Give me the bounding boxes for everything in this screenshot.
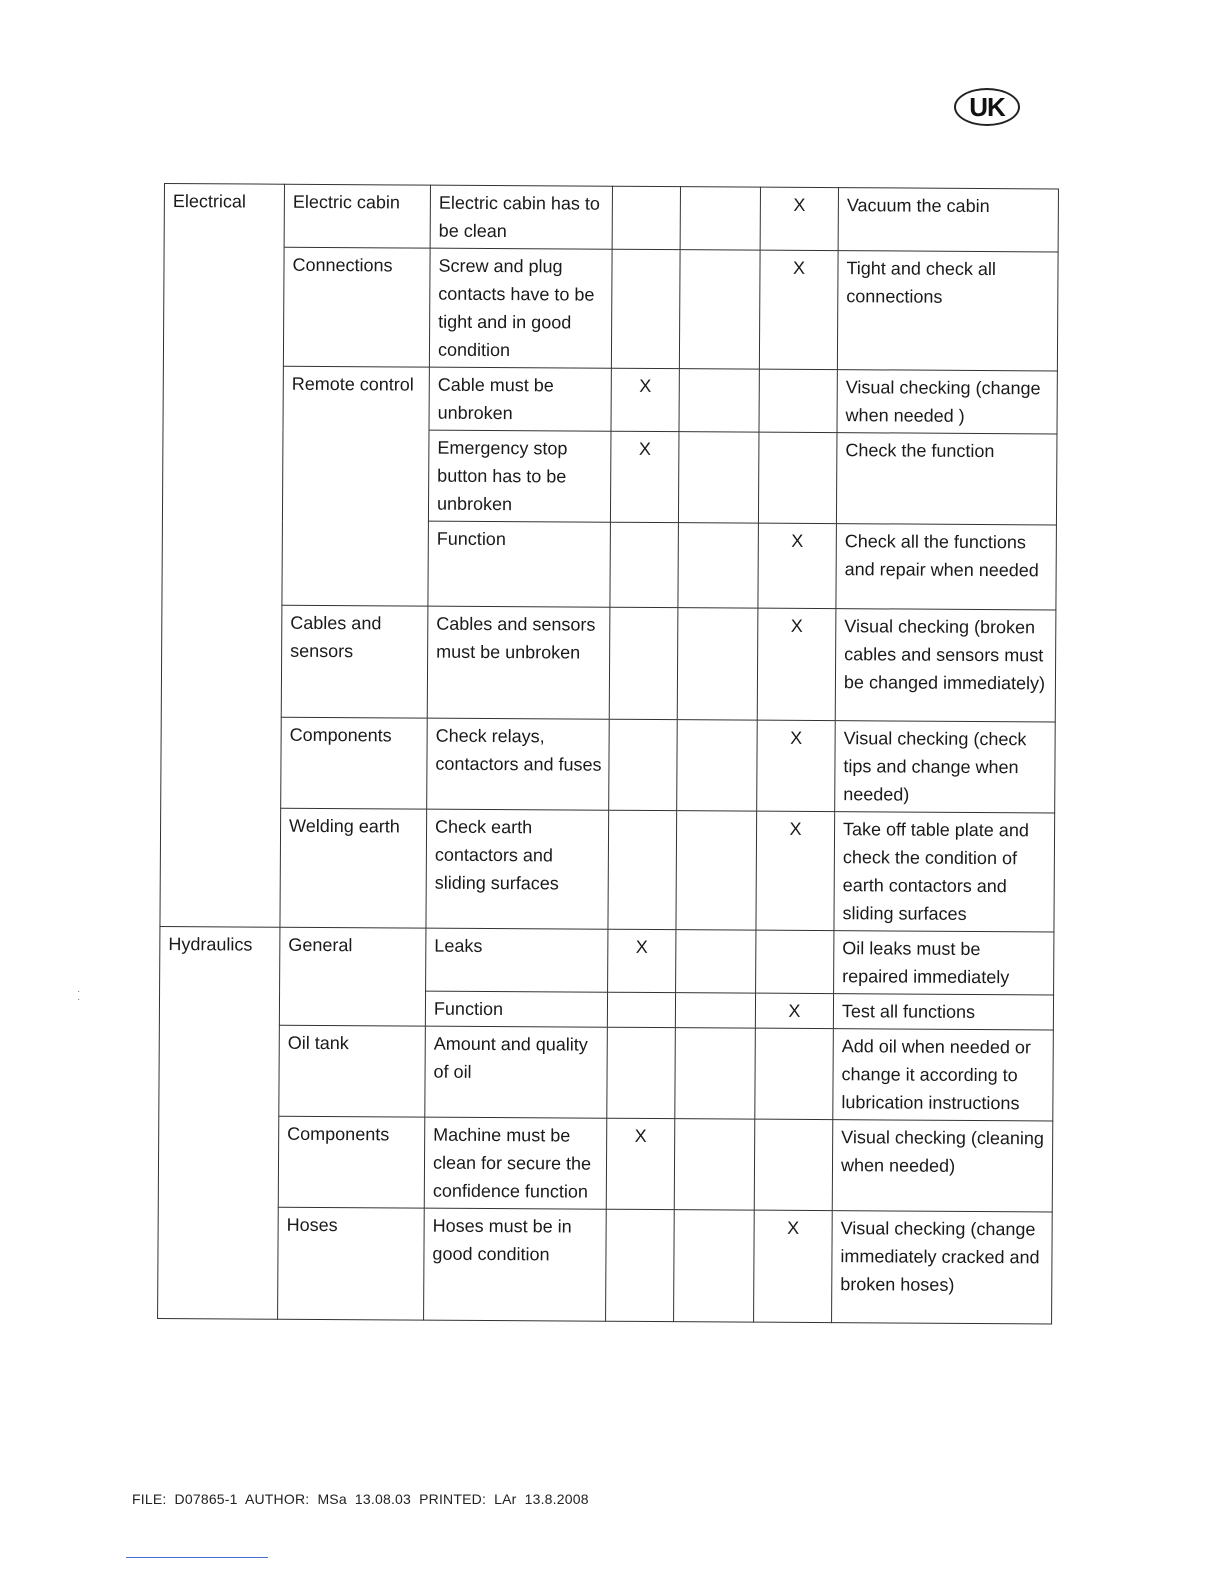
interval-mark-2 [679, 369, 759, 432]
interval-mark-1: X [611, 368, 679, 431]
interval-mark-1 [609, 607, 678, 719]
part-cell: Remote control [282, 366, 429, 606]
interval-mark-1 [606, 1209, 675, 1321]
interval-mark-2 [675, 993, 755, 1028]
table-row [159, 1024, 1054, 1120]
interval-mark-1: X [608, 929, 676, 992]
part-cell: Oil tank [279, 1025, 426, 1117]
maintenance-table-body [158, 184, 1059, 1324]
task-cell: Cables and sensors must be unbroken [427, 606, 610, 719]
uk-language-badge: UK [954, 88, 1020, 126]
part-cell: Cables and sensors [281, 605, 428, 718]
action-cell: Check all the functions and repair when needed [836, 524, 1057, 610]
task-cell: Amount and quality of oil [425, 1026, 608, 1118]
part-cell: General [279, 927, 426, 1026]
table-row [163, 247, 1058, 371]
interval-mark-1: X [606, 1118, 675, 1209]
interval-mark-3 [758, 432, 837, 523]
interval-mark-1 [610, 522, 679, 607]
task-cell: Leaks [426, 928, 608, 992]
part-cell: Components [281, 717, 428, 809]
action-cell: Test all functions [833, 994, 1053, 1030]
action-cell: Visual checking (broken cables and sensors must be changed immediately) [835, 609, 1056, 722]
action-cell: Vacuum the cabin [838, 188, 1058, 252]
interval-mark-3 [759, 369, 837, 432]
interval-mark-1 [607, 1027, 676, 1118]
table-row [161, 716, 1056, 812]
action-cell: Visual checking (change when needed ) [837, 370, 1057, 434]
interval-mark-3: X [755, 993, 833, 1028]
interval-mark-2 [678, 432, 759, 523]
interval-mark-2 [674, 1210, 755, 1322]
part-cell: Components [278, 1116, 425, 1208]
action-cell: Visual checking (cleaning when needed) [832, 1120, 1053, 1212]
task-cell: Check earth contactors and sliding surfaces [426, 809, 609, 929]
action-cell: Visual checking (check tips and change when needed) [835, 721, 1056, 813]
interval-mark-2 [674, 1119, 755, 1210]
interval-mark-3: X [760, 187, 838, 250]
interval-mark-1 [608, 810, 677, 929]
interval-mark-3 [755, 1028, 834, 1119]
action-cell: Check the function [836, 433, 1057, 525]
interval-mark-3: X [754, 1210, 833, 1322]
interval-mark-2 [679, 250, 760, 369]
table-row [158, 1206, 1053, 1323]
category-cell: Hydraulics [158, 926, 280, 1319]
part-cell: Welding earth [280, 808, 427, 928]
task-cell: Check relays, contactors and fuses [427, 718, 610, 810]
interval-mark-3: X [756, 811, 835, 930]
footer-underline [126, 1557, 268, 1558]
action-cell: Tight and check all connections [837, 251, 1058, 371]
interval-mark-2 [680, 187, 760, 250]
action-cell: Visual checking (change immediately cracked and broken hoses) [832, 1211, 1053, 1324]
file-footer: FILE: D07865-1 AUTHOR: MSa 13.08.03 PRINTED: LAr 13.8.2008 [132, 1491, 589, 1507]
table-row [161, 604, 1056, 721]
task-cell: Function [428, 521, 611, 607]
interval-mark-1 [609, 719, 678, 810]
interval-mark-2 [675, 1028, 756, 1119]
task-cell: Hoses must be in good condition [424, 1208, 607, 1321]
interval-mark-2 [677, 608, 758, 720]
part-cell: Hoses [278, 1207, 425, 1320]
table-row [160, 926, 1054, 994]
interval-mark-3: X [758, 523, 837, 608]
interval-mark-2 [676, 811, 757, 930]
action-cell: Take off table plate and check the condition of earth contactors and sliding surfaces [834, 812, 1055, 932]
maintenance-table [157, 183, 1059, 1324]
interval-mark-2 [677, 720, 758, 811]
interval-mark-1 [607, 992, 675, 1027]
action-cell: Add oil when needed or change it according to lubrication instructions [833, 1029, 1054, 1121]
table-row [164, 184, 1058, 252]
interval-mark-1: X [610, 431, 679, 522]
table-row [163, 365, 1057, 433]
action-cell: Oil leaks must be repaired immediately [834, 931, 1054, 995]
interval-mark-3 [754, 1119, 833, 1210]
table-row [158, 1115, 1053, 1211]
interval-mark-1 [611, 249, 680, 368]
task-cell: Cable must be unbroken [429, 367, 611, 431]
task-cell: Electric cabin has to be clean [430, 185, 612, 249]
interval-mark-3: X [757, 608, 836, 720]
interval-mark-1 [612, 186, 680, 249]
margin-marks: · · [77, 986, 81, 1005]
table-row [160, 807, 1055, 931]
task-cell: Machine must be clean for secure the confidence function [424, 1117, 607, 1209]
category-cell: Electrical [160, 184, 285, 928]
interval-mark-2 [676, 930, 756, 993]
interval-mark-2 [678, 523, 759, 608]
part-cell: Electric cabin [284, 184, 430, 248]
task-cell: Screw and plug contacts have to be tight and in good condition [429, 248, 612, 368]
interval-mark-3: X [759, 250, 838, 369]
part-cell: Connections [283, 247, 430, 367]
task-cell: Emergency stop button has to be unbroken [428, 430, 611, 522]
task-cell: Function [425, 991, 607, 1027]
interval-mark-3: X [757, 720, 836, 811]
interval-mark-3 [756, 930, 834, 993]
